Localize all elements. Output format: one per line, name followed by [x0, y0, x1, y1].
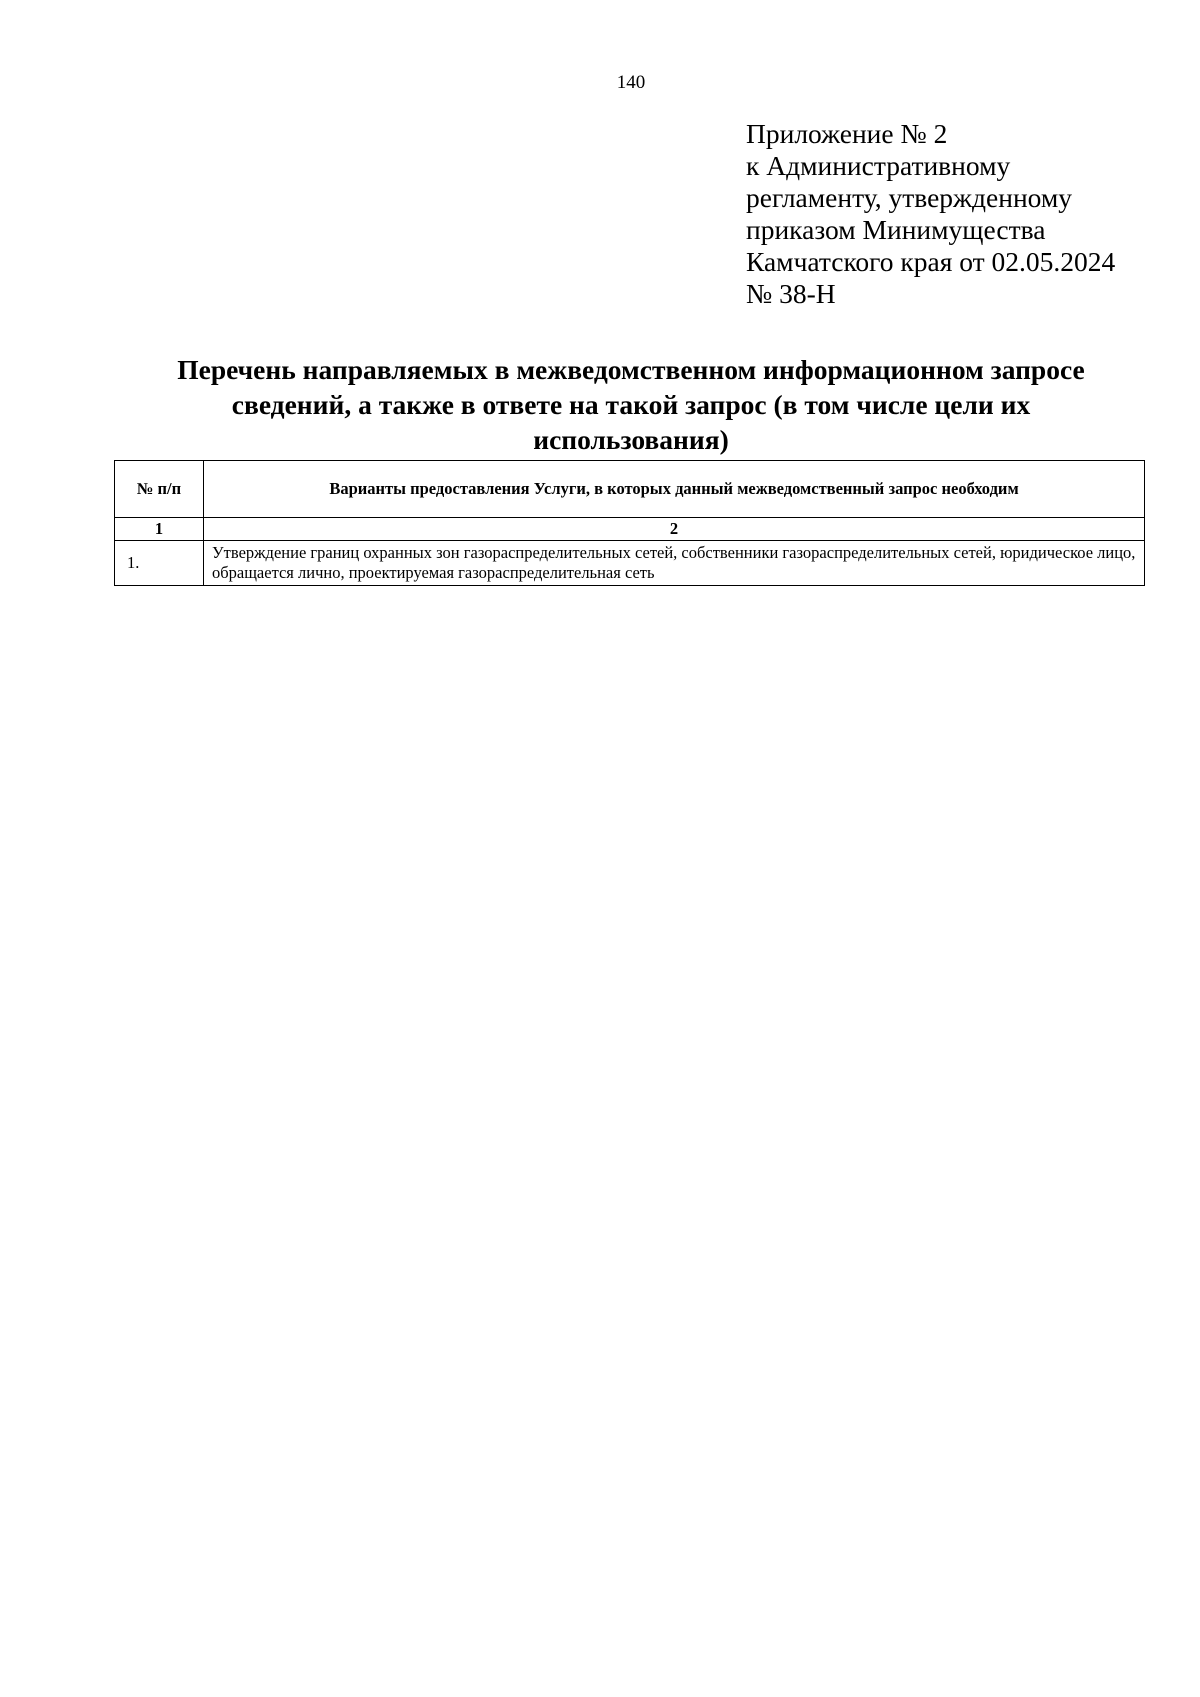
- table-row: [115, 541, 1145, 586]
- appendix-line: регламенту, утвержденному: [746, 182, 1073, 213]
- header-variants: Варианты предоставления Услуги, в которых данный межведомственный запрос необходим: [204, 461, 1145, 518]
- column-index-row: [115, 518, 1145, 541]
- title-line: сведений, а также в ответе на такой запрос (в том числе цели их: [231, 389, 1031, 420]
- appendix-line: № 38-Н: [746, 278, 836, 309]
- row-number: 1.: [115, 541, 204, 586]
- document-title: [110, 352, 1152, 457]
- row-text: Утверждение границ охранных зон газораспределительных сетей, собственники газораспределительных сетей, юридическое лицо, обращается лично, проектируемая газораспределительная сеть: [204, 541, 1145, 586]
- appendix-line: к Административному: [746, 150, 1011, 181]
- title-line: использования): [533, 424, 729, 455]
- column-index: 2: [204, 518, 1145, 541]
- table-header-row: [115, 461, 1145, 518]
- page-number: 140: [616, 72, 646, 93]
- appendix-line: Приложение № 2: [746, 118, 948, 149]
- requests-table: [114, 460, 1145, 586]
- appendix-reference: [746, 118, 1186, 310]
- appendix-line: приказом Минимущества: [746, 214, 1046, 245]
- header-number: № п/п: [115, 461, 204, 518]
- appendix-line: Камчатского края от 02.05.2024: [746, 246, 1116, 277]
- title-line: Перечень направляемых в межведомственном информационном запросе: [177, 354, 1085, 385]
- column-index: 1: [115, 518, 204, 541]
